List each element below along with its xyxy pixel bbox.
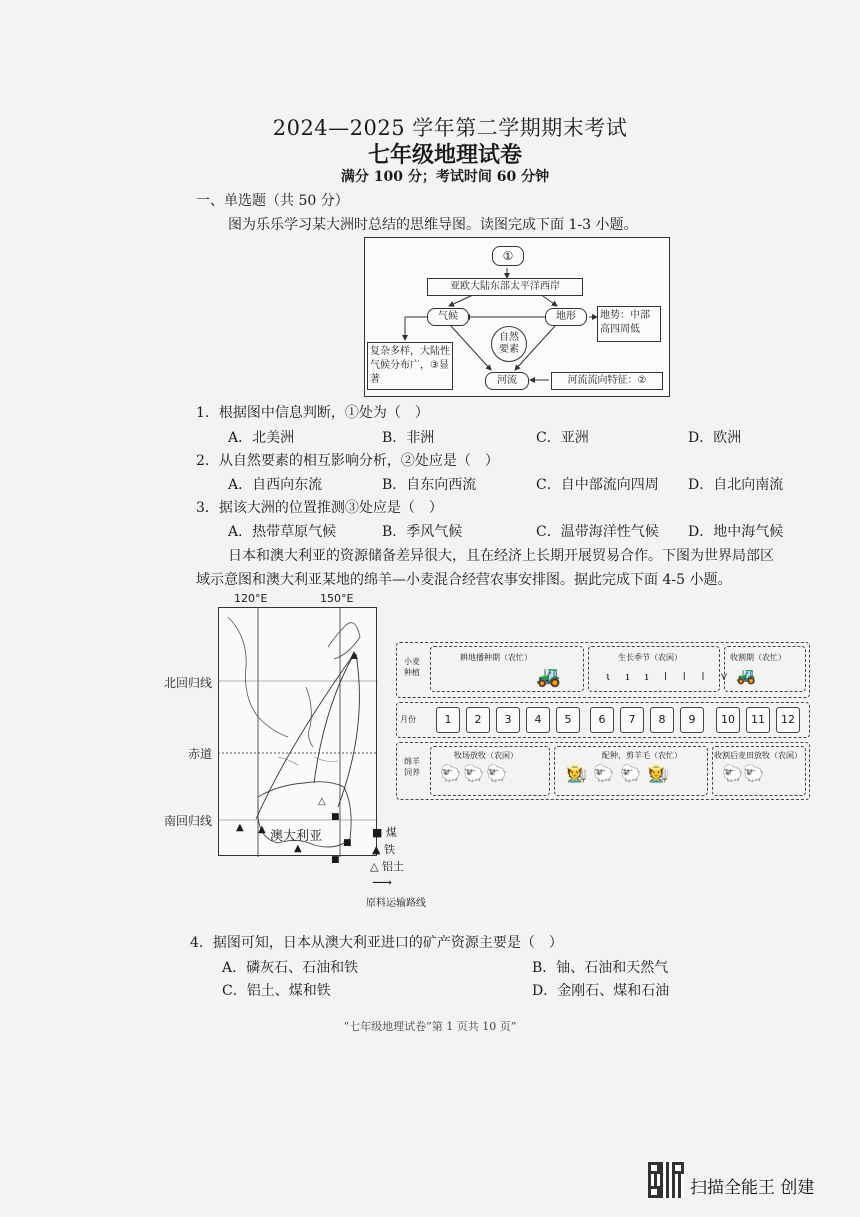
months-cells (436, 707, 806, 731)
iron-marker: ▲ (258, 824, 266, 835)
month-cell: 4 (526, 707, 550, 733)
wheat-phase-3-label: 收割期（农忙） (730, 653, 786, 662)
month-cell: 6 (590, 707, 614, 733)
q3-option-c: C．温带海洋性气候 (536, 524, 659, 540)
mindmap-top-node: ① (492, 246, 524, 266)
q4-option-c: C．铝土、煤和铁 (222, 983, 331, 999)
wheat-phase-2-label: 生长季节（农闲） (618, 653, 682, 662)
q3-option-d: D．地中海气候 (688, 524, 784, 540)
month-cell: 1 (436, 707, 460, 733)
legend-bauxite (370, 858, 404, 874)
legend-iron (372, 841, 395, 857)
iron-icon: ▲ (372, 843, 384, 856)
map-label-tropic-north: 北回归线 (164, 676, 213, 690)
tractor-icon: 🚜 (536, 664, 561, 688)
month-cell: 10 (716, 707, 740, 733)
question-2: 2．从自然要素的相互影响分析，②处应是（ ） (196, 453, 499, 469)
month-cell: 7 (620, 707, 644, 733)
mindmap-center (491, 326, 527, 362)
sheep-phase-2-label: 配种、剪羊毛（农忙） (602, 751, 682, 760)
exam-subtitle: 七年级地理试卷 (367, 142, 522, 168)
q4-option-b: B．铀、石油和天然气 (532, 960, 669, 976)
map-label-tropic-south: 南回归线 (164, 814, 213, 828)
month-cell: 8 (650, 707, 674, 733)
wheat-growth-icon: ι ı ı ǀ ǀ ǀ ⋎ (606, 670, 735, 683)
legend-iron-label: 铁 (383, 843, 395, 856)
q4-option-a: A．磷灰石、石油和铁 (222, 960, 359, 976)
month-cell: 9 (680, 707, 704, 733)
q3-option-b: B．季风气候 (382, 524, 463, 540)
iron-marker: ▲ (236, 822, 244, 833)
map-frame (218, 607, 378, 857)
map-label-equator: 赤道 (188, 747, 213, 761)
iron-marker: ▲ (294, 843, 302, 854)
intro-text-2a: 日本和澳大利亚的资源储备差异很大，且在经济上长期开展贸易合作。下图为世界局部区 (228, 548, 774, 564)
sheep-icon: 🐑🐑 (722, 764, 765, 784)
coal-marker: ■ (331, 855, 340, 865)
coal-marker: ■ (331, 812, 340, 822)
mindmap-center-label: 自然 要素 (499, 332, 519, 355)
page-footer: “七年级地理试卷”第 1 页共 10 页” (343, 1020, 517, 1033)
legend-bauxite-label: 铝土 (381, 860, 404, 873)
harvester-icon: 🚜 (736, 666, 756, 685)
legend-coal (372, 824, 397, 840)
mindmap-climate-note: 复杂多样，大陆性气候分布广，③显著 (367, 342, 453, 390)
wheat-phase-1-label: 耕地播种期（农忙） (460, 653, 532, 662)
q2-option-a: A．自西向东流 (228, 477, 323, 493)
month-cell: 5 (556, 707, 580, 733)
map-lon-120: 120°E (234, 592, 268, 605)
sheep-phase-1-label: 牧场放牧（农闲） (454, 751, 518, 760)
sheep-icon: 🐑🐑🐑 (440, 764, 510, 784)
q2-option-b: B．自东向西流 (382, 477, 477, 493)
q4-option-d: D．金刚石、煤和石油 (532, 983, 670, 999)
mindmap-terrain-note: 地势：中部高四周低 (597, 306, 661, 342)
exam-meta: 满分 100 分；考试时间 60 分钟 (340, 169, 550, 185)
question-3: 3．据该大洲的位置推测③处应是（ ） (196, 500, 443, 516)
mindmap-figure (364, 237, 670, 397)
mindmap-river: 河流 (485, 372, 529, 390)
q2-option-c: C．自中部流向四周 (536, 477, 659, 493)
sheep-row-label: 绵羊 饲养 (404, 757, 420, 777)
mindmap-terrain: 地形 (545, 308, 587, 326)
q1-option-c: C．亚洲 (536, 430, 589, 446)
month-cell: 3 (496, 707, 520, 733)
month-cell: 2 (466, 707, 490, 733)
intro-text-1: 图为乐乐学习某大洲时总结的思维导图。读图完成下面 1-3 小题。 (228, 217, 638, 233)
legend-route: 原料运输路线 (366, 898, 426, 909)
exam-title: 2024—2025 学年第二学期期末考试 (272, 116, 628, 140)
mindmap-river-note: 河流流向特征：② (551, 372, 663, 390)
question-1: 1．根据图中信息判断，①处为（ ） (196, 405, 429, 421)
month-cell: 11 (746, 707, 770, 733)
question-4: 4．据图可知，日本从澳大利亚进口的矿产资源主要是（ ） (190, 935, 563, 951)
map-lon-150: 150°E (320, 592, 354, 605)
coal-marker: ■ (343, 838, 352, 848)
q2-option-d: D．自北向南流 (688, 477, 784, 493)
bauxite-icon: △ (370, 860, 382, 873)
q1-option-a: A．北美洲 (228, 430, 295, 446)
shearing-icon: 🧑‍🌾🐑🐑🧑‍🌾 (566, 764, 675, 784)
q3-option-a: A．热带草原气候 (228, 524, 337, 540)
section-heading: 一、单选题（共 50 分） (196, 193, 349, 209)
q1-option-b: B．非洲 (382, 430, 435, 446)
sheep-phase-3-label: 收割后麦田放牧（农闲） (714, 751, 802, 760)
arrow-right-icon: ⟶ (372, 875, 393, 891)
q1-option-d: D．欧洲 (688, 430, 742, 446)
farm-schedule (396, 642, 810, 802)
qr-code-icon (648, 1162, 684, 1198)
months-row-label: 月份 (400, 715, 416, 724)
mindmap-location: 亚欧大陆东部太平洋西岸 (427, 278, 583, 296)
scanner-watermark: 扫描全能王 创建 (690, 1178, 815, 1198)
bauxite-marker: △ (318, 796, 326, 807)
coal-icon: ■ (372, 826, 386, 839)
map-label-australia: 澳大利亚 (270, 829, 323, 844)
legend-coal-label: 煤 (385, 826, 397, 839)
intro-text-2b: 域示意图和澳大利亚某地的绵羊—小麦混合经营农事安排图。据此完成下面 4-5 小题。 (196, 572, 732, 588)
mindmap-climate: 气候 (427, 308, 469, 326)
month-cell: 12 (776, 707, 800, 733)
wheat-row-label: 小麦 种植 (404, 657, 420, 677)
